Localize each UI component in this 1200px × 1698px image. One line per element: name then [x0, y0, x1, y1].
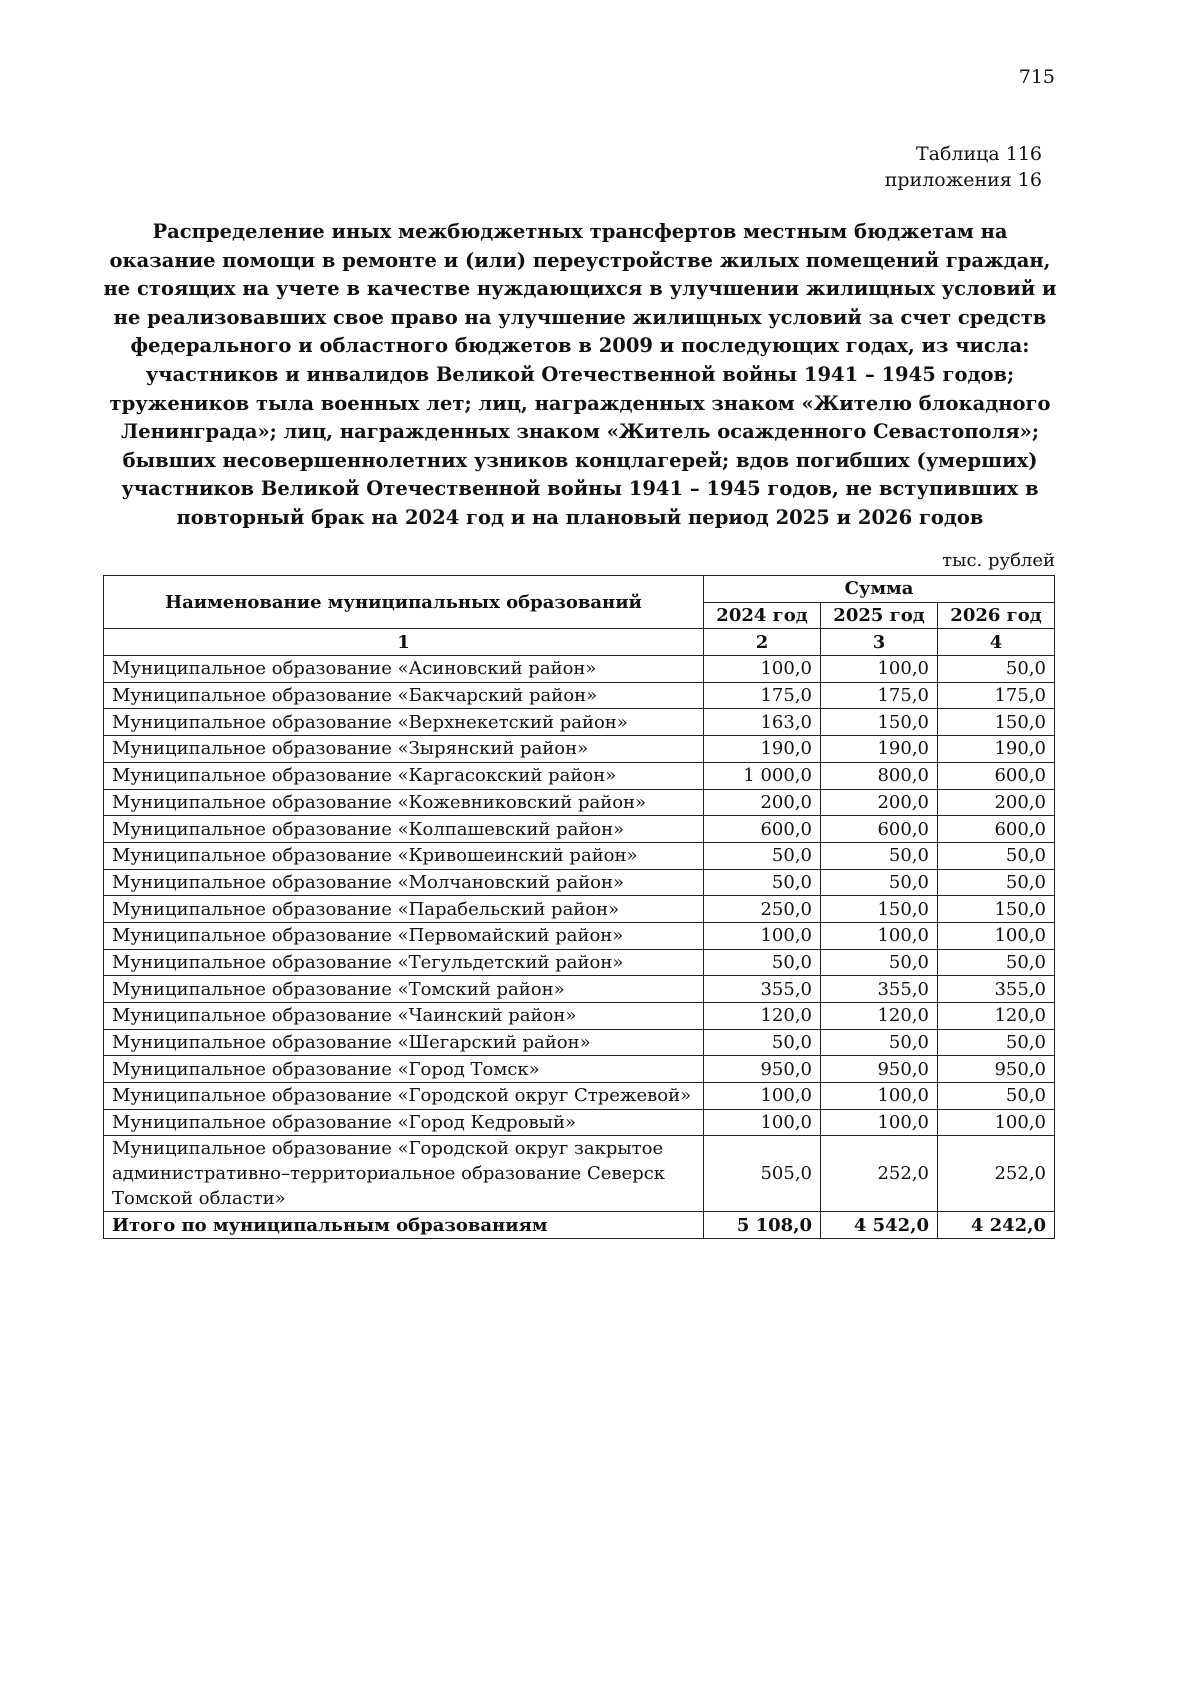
amount-cell: 175,0	[821, 682, 938, 709]
amount-cell: 50,0	[704, 842, 821, 869]
amount-cell: 50,0	[821, 869, 938, 896]
table-row	[104, 1056, 1055, 1083]
amount-cell: 100,0	[938, 1109, 1055, 1136]
table-row	[104, 762, 1055, 789]
amount-cell: 50,0	[821, 949, 938, 976]
header-year: 2026 год	[938, 602, 1055, 629]
amount-cell: 200,0	[704, 789, 821, 816]
amount-cell: 100,0	[704, 1083, 821, 1110]
table-row	[104, 1003, 1055, 1030]
amount-cell: 252,0	[821, 1136, 938, 1212]
amount-cell: 100,0	[704, 1109, 821, 1136]
amount-cell: 600,0	[938, 762, 1055, 789]
column-number: 4	[938, 629, 1055, 656]
amount-cell: 600,0	[821, 816, 938, 843]
municipality-name: Муниципальное образование «Верхнекетский район»	[104, 709, 704, 736]
municipality-name: Муниципальное образование «Первомайский район»	[104, 922, 704, 949]
table-row	[104, 842, 1055, 869]
amount-cell: 200,0	[821, 789, 938, 816]
column-number: 2	[704, 629, 821, 656]
amount-cell: 50,0	[938, 869, 1055, 896]
table-row	[104, 1083, 1055, 1110]
header-year: 2025 год	[821, 602, 938, 629]
amount-cell: 100,0	[821, 1083, 938, 1110]
municipality-name: Муниципальное образование «Зырянский район»	[104, 736, 704, 763]
amount-cell: 355,0	[821, 976, 938, 1003]
amount-cell: 50,0	[704, 949, 821, 976]
amount-cell: 950,0	[938, 1056, 1055, 1083]
amount-cell: 100,0	[821, 922, 938, 949]
transfers-table	[103, 575, 1055, 1239]
amount-cell: 190,0	[938, 736, 1055, 763]
amount-cell: 150,0	[938, 896, 1055, 923]
municipality-name: Муниципальное образование «Чаинский район»	[104, 1003, 704, 1030]
municipality-name: Муниципальное образование «Кривошеинский район»	[104, 842, 704, 869]
municipality-name: Муниципальное образование «Тегульдетский район»	[104, 949, 704, 976]
table-row	[104, 949, 1055, 976]
table-row	[104, 896, 1055, 923]
amount-cell: 190,0	[704, 736, 821, 763]
amount-cell: 100,0	[821, 1109, 938, 1136]
municipality-name: Муниципальное образование «Городской округ Стрежевой»	[104, 1083, 704, 1110]
amount-cell: 50,0	[938, 1083, 1055, 1110]
amount-cell: 100,0	[821, 656, 938, 683]
amount-cell: 505,0	[704, 1136, 821, 1212]
amount-cell: 50,0	[704, 869, 821, 896]
amount-cell: 150,0	[938, 709, 1055, 736]
municipality-name: Муниципальное образование «Молчановский район»	[104, 869, 704, 896]
amount-cell: 355,0	[938, 976, 1055, 1003]
units-label: тыс. рублей	[942, 550, 1055, 571]
amount-cell: 950,0	[704, 1056, 821, 1083]
amount-cell: 163,0	[704, 709, 821, 736]
table-row	[104, 1136, 1055, 1212]
amount-cell: 600,0	[938, 816, 1055, 843]
municipality-name: Муниципальное образование «Городской округ закрытое административно–территориальное образование Северск Томской области»	[104, 1136, 704, 1212]
amount-cell: 355,0	[704, 976, 821, 1003]
municipality-name: Муниципальное образование «Город Кедровый»	[104, 1109, 704, 1136]
amount-cell: 50,0	[938, 949, 1055, 976]
amount-cell: 100,0	[704, 922, 821, 949]
amount-cell: 120,0	[938, 1003, 1055, 1030]
table-row	[104, 816, 1055, 843]
amount-cell: 4 242,0	[938, 1212, 1055, 1239]
amount-cell: 120,0	[704, 1003, 821, 1030]
table-row	[104, 1029, 1055, 1056]
table-row	[104, 709, 1055, 736]
amount-cell: 950,0	[821, 1056, 938, 1083]
amount-cell: 50,0	[938, 842, 1055, 869]
amount-cell: 4 542,0	[821, 1212, 938, 1239]
amount-cell: 800,0	[821, 762, 938, 789]
amount-cell: 50,0	[821, 842, 938, 869]
column-number: 3	[821, 629, 938, 656]
table-row	[104, 789, 1055, 816]
municipality-name: Муниципальное образование «Бакчарский район»	[104, 682, 704, 709]
table-row	[104, 656, 1055, 683]
municipality-name: Муниципальное образование «Кожевниковский район»	[104, 789, 704, 816]
municipality-name: Муниципальное образование «Томский район»	[104, 976, 704, 1003]
municipality-name: Муниципальное образование «Асиновский район»	[104, 656, 704, 683]
table-row	[104, 682, 1055, 709]
municipality-name: Итого по муниципальным образованиям	[104, 1212, 704, 1239]
header-name: Наименование муниципальных образований	[104, 576, 704, 629]
table-row	[104, 869, 1055, 896]
table-row	[104, 922, 1055, 949]
municipality-name: Муниципальное образование «Каргасокский район»	[104, 762, 704, 789]
amount-cell: 600,0	[704, 816, 821, 843]
table-row	[104, 976, 1055, 1003]
total-row	[104, 1212, 1055, 1239]
amount-cell: 150,0	[821, 709, 938, 736]
municipality-name: Муниципальное образование «Шегарский район»	[104, 1029, 704, 1056]
amount-cell: 120,0	[821, 1003, 938, 1030]
amount-cell: 175,0	[938, 682, 1055, 709]
amount-cell: 100,0	[704, 656, 821, 683]
table-row	[104, 1109, 1055, 1136]
header-year: 2024 год	[704, 602, 821, 629]
municipality-name: Муниципальное образование «Парабельский район»	[104, 896, 704, 923]
amount-cell: 252,0	[938, 1136, 1055, 1212]
header-sum: Сумма	[704, 576, 1055, 603]
amount-cell: 100,0	[938, 922, 1055, 949]
table-number: Таблица 116	[915, 143, 1042, 165]
amount-cell: 1 000,0	[704, 762, 821, 789]
amount-cell: 190,0	[821, 736, 938, 763]
appendix-number: приложения 16	[884, 169, 1042, 191]
amount-cell: 150,0	[821, 896, 938, 923]
amount-cell: 5 108,0	[704, 1212, 821, 1239]
amount-cell: 200,0	[938, 789, 1055, 816]
amount-cell: 50,0	[704, 1029, 821, 1056]
municipality-name: Муниципальное образование «Колпашевский район»	[104, 816, 704, 843]
amount-cell: 50,0	[821, 1029, 938, 1056]
document-title: Распределение иных межбюджетных трансфертов местным бюджетам на оказание помощи в ремонте и (или) переустройстве жилых помещений граждан, не стоящих на учете в качестве нуждающихся в улучшении жилищных условий и не реализовавших свое право на улучшение жилищных условий за счет средств федерального и областного бюджетов в 2009 и последующих годах, из числа: участников и инвалидов Великой Отечественной войны 1941 – 1945 годов; тружеников тыла военных лет; лиц, награжденных знаком «Жителю блокадного Ленинграда»; лиц, награжденных знаком «Житель осажденного Севастополя»; бывших несовершеннолетних узников концлагерей; вдов погибших (умерших) участников Великой Отечественной войны 1941 – 1945 годов, не вступивших в повторный брак на 2024 год и на плановый период 2025 и 2026 годов	[103, 220, 1057, 529]
table-row	[104, 736, 1055, 763]
amount-cell: 50,0	[938, 1029, 1055, 1056]
column-number: 1	[104, 629, 704, 656]
amount-cell: 250,0	[704, 896, 821, 923]
amount-cell: 175,0	[704, 682, 821, 709]
table-reference	[885, 141, 1042, 193]
page-number: 715	[1018, 66, 1055, 88]
amount-cell: 50,0	[938, 656, 1055, 683]
municipality-name: Муниципальное образование «Город Томск»	[104, 1056, 704, 1083]
